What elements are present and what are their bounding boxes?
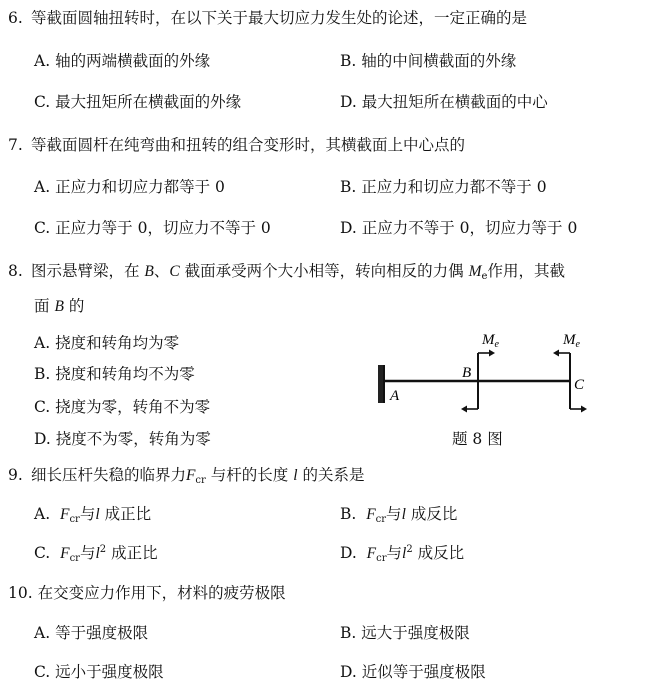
- question-8-line2: [34, 294, 84, 316]
- question-number: 7.: [8, 136, 23, 154]
- option-key: B.: [340, 52, 357, 70]
- fixed-support-hatch: [378, 365, 384, 403]
- q7-option-c[interactable]: [34, 216, 271, 238]
- option-text: 挠度和转角均为零: [55, 334, 180, 352]
- force-subscript: cr: [375, 514, 387, 525]
- q8-option-d[interactable]: [34, 427, 211, 449]
- option-text: 最大扭矩所在横截面的中心: [361, 93, 548, 111]
- separator: 、: [153, 262, 170, 280]
- option-key: C.: [34, 544, 51, 562]
- point-c-label: C: [169, 263, 180, 280]
- q6-option-a[interactable]: [34, 49, 210, 71]
- moment-symbol: M: [468, 263, 482, 280]
- moment-left-label: $M_e$: [482, 332, 499, 350]
- option-key: A.: [34, 505, 51, 523]
- option-text: 挠度不为零，转角为零: [55, 430, 211, 448]
- force-symbol: F: [185, 467, 196, 484]
- q8-option-a[interactable]: [34, 331, 179, 353]
- length-symbol: l: [401, 506, 406, 523]
- option-key: B.: [340, 624, 357, 642]
- connector: 与: [79, 505, 96, 523]
- stem-line2-end: 的: [68, 297, 85, 315]
- question-6: [8, 6, 527, 28]
- q9-option-d[interactable]: [340, 541, 464, 564]
- q10-option-b[interactable]: [340, 621, 470, 643]
- question-number: 6.: [8, 9, 23, 27]
- option-text: 远小于强度极限: [55, 663, 164, 681]
- question-stem-part2: 截面承受两个大小相等，转向相反的力偶: [184, 262, 464, 280]
- option-key: D.: [340, 219, 357, 237]
- question-9: [8, 463, 364, 486]
- moment-subscript: e: [481, 271, 488, 282]
- force-subscript: cr: [376, 553, 387, 564]
- q9-option-a[interactable]: [34, 502, 151, 525]
- option-key: A.: [34, 52, 51, 70]
- q10-option-c[interactable]: [34, 660, 164, 682]
- question-8: [8, 259, 565, 282]
- cantilever-beam-figure: [370, 325, 600, 420]
- question-number: 10.: [8, 584, 33, 602]
- option-text: 正应力等于 0，切应力不等于 0: [55, 219, 271, 237]
- option-key: D.: [340, 93, 357, 111]
- force-subscript: cr: [69, 514, 80, 525]
- option-key: A.: [34, 178, 51, 196]
- length-symbol: l: [402, 545, 407, 562]
- force-subscript: cr: [69, 553, 80, 564]
- option-text: 成反比: [417, 544, 465, 562]
- point-b-figure-label: B: [462, 365, 472, 381]
- option-text: 正应力和切应力都不等于 0: [361, 178, 547, 196]
- option-text: 正应力和切应力都等于 0: [55, 178, 225, 196]
- force-symbol: F: [366, 506, 376, 523]
- option-key: A.: [34, 334, 51, 352]
- question-number: 9.: [8, 466, 23, 484]
- question-stem-part3: 的关系是: [302, 466, 365, 484]
- option-text: 等于强度极限: [55, 624, 149, 642]
- question-stem: 在交变应力作用下，材料的疲劳极限: [37, 584, 286, 602]
- figure-caption: 题 8 图: [452, 430, 503, 448]
- point-a-figure-label: A: [390, 388, 400, 404]
- option-text: 正应力不等于 0，切应力等于 0: [361, 219, 578, 237]
- length-symbol: l: [293, 467, 298, 484]
- force-symbol: F: [60, 545, 70, 562]
- point-b-label: B: [144, 263, 154, 280]
- point-b-label: B: [54, 298, 64, 315]
- option-text: 成反比: [410, 505, 458, 523]
- q6-option-b[interactable]: [340, 49, 516, 71]
- force-symbol: F: [59, 506, 70, 523]
- question-number: 8.: [8, 262, 23, 280]
- question-stem-part1: 图示悬臂梁，在: [30, 262, 140, 280]
- connector: 与: [79, 544, 96, 562]
- option-key: D.: [34, 430, 51, 448]
- moment-right-label: $M_e$: [563, 332, 580, 350]
- option-text: 成正比: [104, 505, 152, 523]
- power: 2: [99, 544, 107, 555]
- option-key: C.: [34, 93, 51, 111]
- question-7: [8, 133, 465, 155]
- q8-option-b[interactable]: [34, 362, 195, 384]
- question-10: [8, 581, 286, 603]
- q9-option-b[interactable]: [340, 502, 457, 525]
- option-text: 成正比: [111, 544, 158, 562]
- point-c-figure-label: C: [574, 377, 585, 393]
- option-key: C.: [34, 398, 51, 416]
- q7-option-b[interactable]: [340, 175, 547, 197]
- option-text: 近似等于强度极限: [361, 663, 486, 681]
- option-text: 挠度为零，转角不为零: [55, 398, 211, 416]
- question-stem-part1: 细长压杆失稳的临界力: [30, 466, 186, 484]
- q9-option-c[interactable]: [34, 541, 158, 564]
- option-key: C.: [34, 219, 51, 237]
- q7-option-a[interactable]: [34, 175, 225, 197]
- q6-option-d[interactable]: [340, 90, 548, 112]
- q8-option-c[interactable]: [34, 395, 210, 417]
- option-text: 轴的两端横截面的外缘: [55, 52, 211, 70]
- option-key: B.: [340, 505, 357, 523]
- connector: 与: [386, 505, 402, 523]
- option-key: D.: [340, 544, 357, 562]
- length-symbol: l: [95, 506, 100, 523]
- force-subscript: cr: [195, 475, 206, 486]
- force-symbol: F: [366, 545, 377, 562]
- length-symbol: l: [95, 545, 100, 562]
- option-key: A.: [34, 624, 51, 642]
- option-key: D.: [340, 663, 357, 681]
- option-key: C.: [34, 663, 51, 681]
- connector: 与: [386, 544, 403, 562]
- stem-line2-start: 面: [34, 297, 50, 315]
- q10-option-a[interactable]: [34, 621, 148, 643]
- question-stem-part2: 与杆的长度: [210, 466, 289, 484]
- option-text: 最大扭矩所在横截面的外缘: [55, 93, 242, 111]
- option-key: B.: [34, 365, 51, 383]
- option-key: B.: [340, 178, 357, 196]
- question-stem-part3: 作用，其截: [487, 262, 565, 280]
- option-text: 远大于强度极限: [361, 624, 470, 642]
- power: 2: [406, 544, 413, 555]
- question-stem: 等截面圆轴扭转时，在以下关于最大切应力发生处的论述，一定正确的是: [30, 9, 527, 27]
- q7-option-d[interactable]: [340, 216, 577, 238]
- q6-option-c[interactable]: [34, 90, 241, 112]
- q10-option-d[interactable]: [340, 660, 486, 682]
- option-text: 挠度和转角均不为零: [55, 365, 195, 383]
- question-stem: 等截面圆杆在纯弯曲和扭转的组合变形时，其横截面上中心点的: [30, 136, 465, 154]
- option-text: 轴的中间横截面的外缘: [361, 52, 517, 70]
